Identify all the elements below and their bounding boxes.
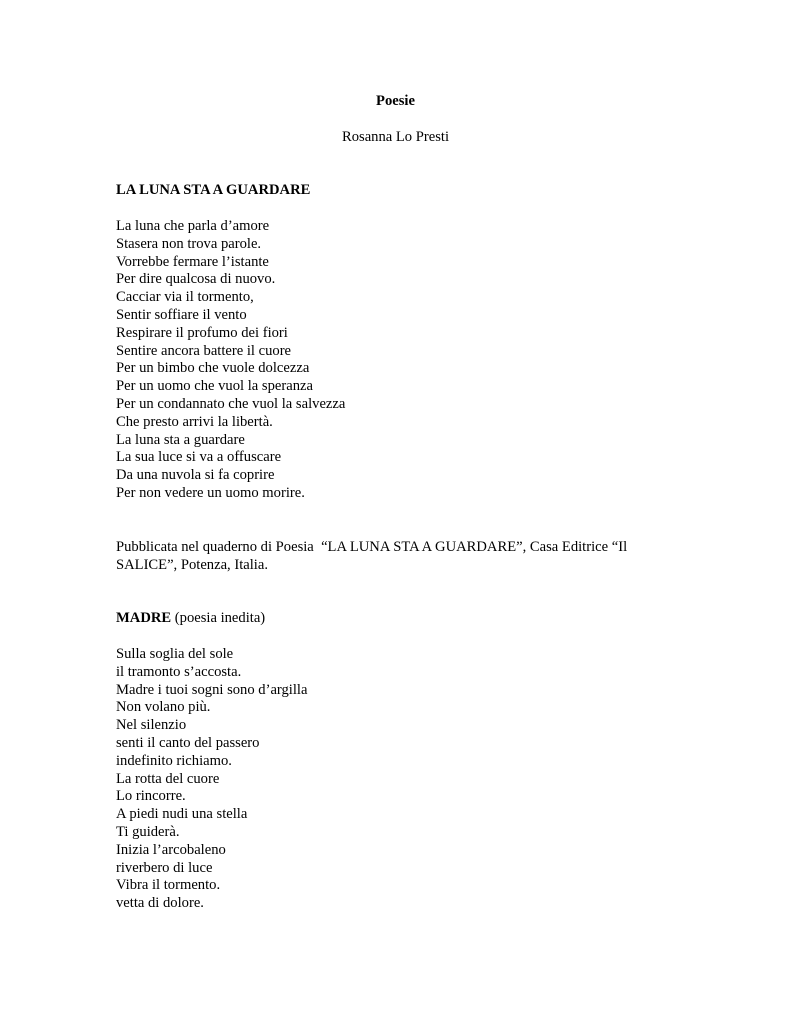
poem-line: Inizia l’arcobaleno: [116, 841, 226, 858]
poem1-title: LA LUNA STA A GUARDARE: [116, 182, 311, 198]
poem-line: Non volano più.: [116, 699, 211, 716]
poem-line: La sua luce si va a offuscare: [116, 449, 282, 466]
poem-line: Madre i tuoi sogni sono d’argilla: [116, 681, 308, 698]
poem-line: Ti guiderà.: [116, 823, 180, 840]
poem-line: Sulla soglia del sole: [116, 646, 234, 662]
poem-line: Per un condannato che vuol la salvezza: [116, 395, 346, 412]
poem-line: Da una nuvola si fa coprire: [116, 467, 275, 484]
poem-line: Cacciar via il tormento,: [116, 289, 254, 306]
poem-line: Per un bimbo che vuole dolcezza: [116, 360, 310, 377]
document-title: Poesie: [376, 93, 415, 109]
poem-line: Sentir soffiare il vento: [116, 306, 247, 323]
poem-line: riverbero di luce: [116, 859, 213, 876]
poem-line: La rotta del cuore: [116, 770, 220, 787]
poem-line: vetta di dolore.: [116, 895, 204, 912]
poem-line: Respirare il profumo dei fiori: [116, 324, 288, 341]
poem2-lines: [116, 646, 696, 913]
publication-note-line: Pubblicata nel quaderno di Poesia “LA LUNA STA A GUARDARE”, Casa Editrice “Il: [116, 539, 628, 555]
poem-line: Per non vedere un uomo morire.: [116, 484, 305, 501]
poem-line: Per dire qualcosa di nuovo.: [116, 271, 276, 288]
poem2-title: MADRE: [116, 610, 172, 626]
poem-line: senti il canto del passero: [116, 734, 260, 751]
poem-line: Lo rincorre.: [116, 788, 186, 805]
poem-line: Nel silenzio: [116, 717, 187, 734]
poem-line: Vorrebbe fermare l’istante: [116, 253, 269, 270]
poem-line: Per un uomo che vuol la speranza: [116, 378, 313, 395]
poem1-lines: [116, 218, 696, 503]
poem-line: La luna sta a guardare: [116, 431, 245, 448]
poem2-subtitle: (poesia inedita): [171, 610, 266, 626]
poem-line: Stasera non trova parole.: [116, 235, 262, 252]
poem-line: La luna che parla d’amore: [116, 218, 270, 234]
poem-line: Che presto arrivi la libertà.: [116, 413, 273, 430]
poem-line: A piedi nudi una stella: [116, 806, 248, 823]
publication-note-line: SALICE”, Potenza, Italia.: [116, 556, 268, 573]
poem-line: il tramonto s’accosta.: [116, 663, 242, 680]
poem-line: indefinito richiamo.: [116, 752, 232, 769]
poem-line: Sentire ancora battere il cuore: [116, 342, 292, 359]
publication-note: [116, 539, 696, 575]
document-author: Rosanna Lo Presti: [341, 129, 449, 145]
poem2-heading: [116, 610, 696, 628]
poem-line: Vibra il tormento.: [116, 877, 221, 894]
